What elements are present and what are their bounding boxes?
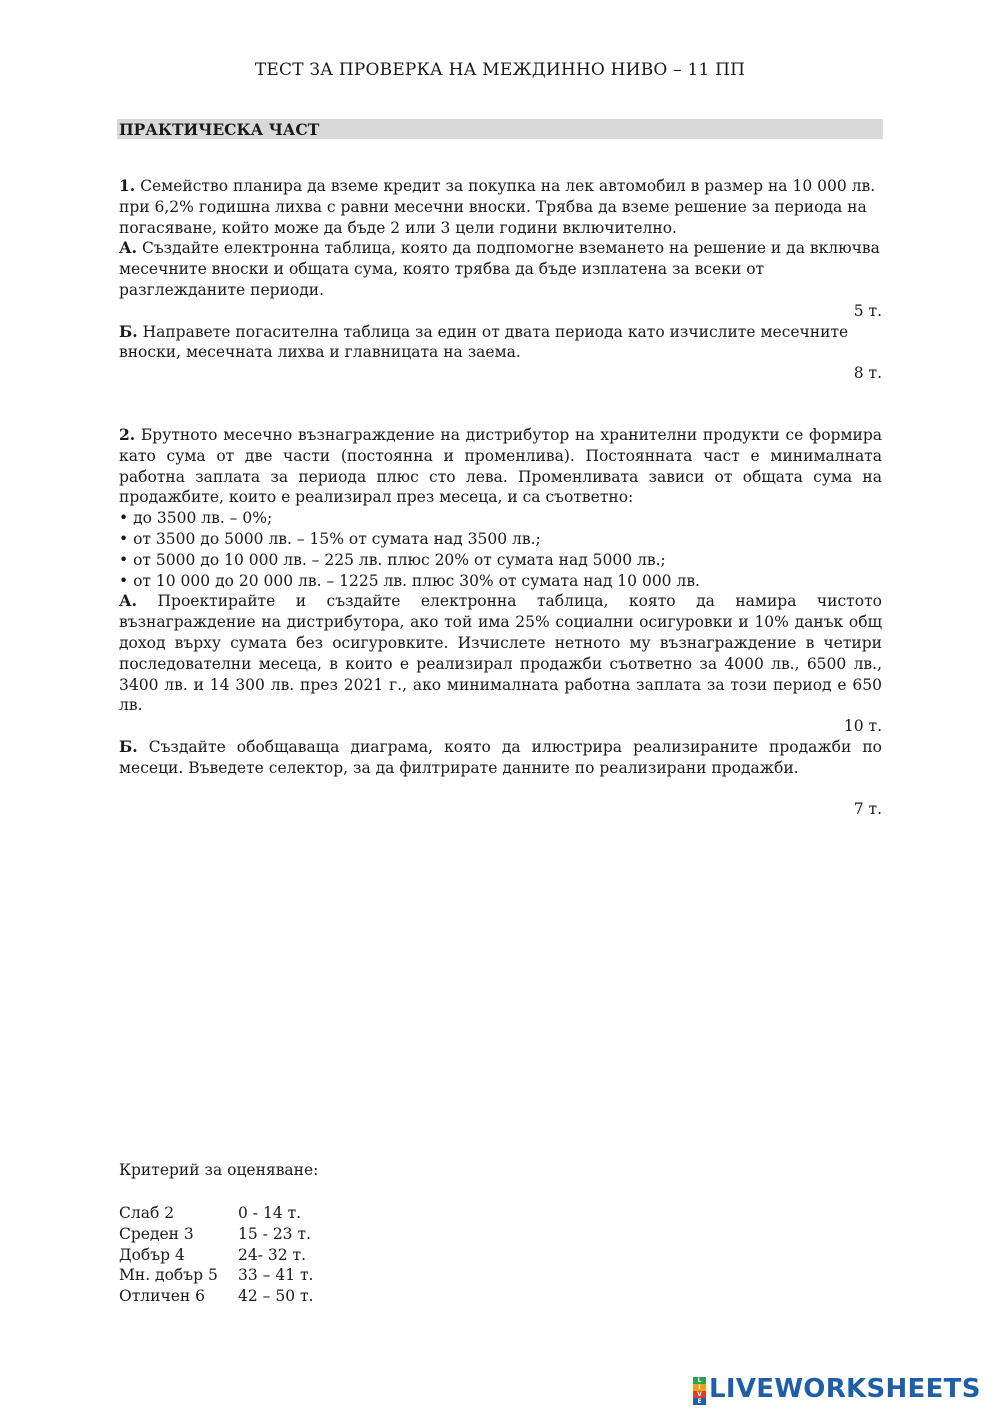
question-2-part-b: Б. Създайте обобщаваща диаграма, която да илюстрира реализираните продажби по месеци. Въведете селектор, за да филтрирате данните по реализирани продажби. <box>119 736 882 777</box>
page-title: ТЕСТ ЗА ПРОВЕРКА НА МЕЖДИННО НИВО – 11 ПП <box>254 60 746 80</box>
part-label: Б. <box>119 321 138 341</box>
criteria-table <box>119 1203 313 1307</box>
part-label: А. <box>119 591 138 611</box>
question-2 <box>119 425 882 820</box>
part-label: Б. <box>119 736 138 756</box>
question-1-part-a: А. Създайте електронна таблица, която да подпомогне вземането на решение и да включва месечните вноски и общата сума, която трябва да бъде изплатена за всеки от разглежданите периоди. <box>119 238 880 299</box>
question-2-text: 2. Брутното месечно възнаграждение на дистрибутор на хранителни продукти се формира като сума от две части (постоянна и променлива). Постоянната част е минималната работна заплата за периода плюс сто лева. Променливата зависи от общата сума на продажбите, които е реализирал през месеца, и са съответно: <box>119 425 882 507</box>
section-heading: ПРАКТИЧЕСКА ЧАСТ <box>117 119 883 139</box>
logo-badge-letter: E <box>693 1398 706 1405</box>
logo-text: LIVEWORKSHEETS <box>709 1374 981 1404</box>
question-1-part-b: Б. Направете погасителна таблица за един от двата периода като изчислите месечните вноски, месечната лихва и главницата на заема. <box>119 321 849 362</box>
logo-badge-icon <box>693 1377 706 1405</box>
bullet-item: • до 3500 лв. – 0%; <box>119 509 273 528</box>
grade-range: 24- 32 т. <box>238 1245 307 1264</box>
question-number: 2. <box>119 425 136 444</box>
criteria-row <box>119 1224 313 1245</box>
criteria-row <box>119 1245 313 1266</box>
grade-label: Слаб 2 <box>119 1204 175 1222</box>
grade-label: Добър 4 <box>119 1245 185 1264</box>
question-1 <box>119 176 882 384</box>
grade-range: 15 - 23 т. <box>238 1224 311 1243</box>
logo-badge-letter: I <box>693 1384 706 1391</box>
bullet-item: • от 3500 до 5000 лв. – 15% от сумата над 3500 лв.; <box>119 529 541 548</box>
criteria-row <box>119 1286 313 1307</box>
criteria-row <box>119 1265 313 1286</box>
question-number: 1. <box>119 176 136 195</box>
spacer <box>119 779 882 800</box>
logo-badge-letter: V <box>693 1391 706 1398</box>
grade-range: 0 - 14 т. <box>238 1204 302 1222</box>
part-label: А. <box>119 238 138 258</box>
grade-range: 33 – 41 т. <box>238 1266 314 1285</box>
grade-label: Отличен 6 <box>119 1287 205 1306</box>
liveworksheets-logo[interactable] <box>693 1374 981 1405</box>
points-label: 8 т. <box>853 364 882 383</box>
criteria-title: Критерий за оценяване: <box>119 1161 319 1179</box>
question-1-text: 1. Семейство планира да вземе кредит за покупка на лек автомобил в размер на 10 000 лв. при 6,2% годишна лихва с равни месечни вноски. Трябва да вземе решение за периода на погасяване, който може да бъде 2 или 3 цели години включително. <box>119 176 876 237</box>
grade-label: Мн. добър 5 <box>119 1266 218 1285</box>
question-2-part-a: А. Проектирайте и създайте електронна таблица, която да намира чистото възнаграждение на дистрибутора, ако той има 25% социални осигуровки и 10% данък общ доход върху сумата без осигуровките. Изчислете нетното му възнаграждение в четири последователни месеца, в които е реализирал продажби съответно за 4000 лв., 6500 лв., 3400 лв. и 14 300 лв. през 2021 г., ако минималната работна заплата за този период е 650 лв. <box>119 591 882 715</box>
criteria-row <box>119 1203 313 1224</box>
points-label: 10 т. <box>843 717 882 736</box>
bullet-item: • от 5000 до 10 000 лв. – 225 лв. плюс 20% от сумата над 5000 лв.; <box>119 550 666 569</box>
grade-label: Среден 3 <box>119 1224 194 1243</box>
grade-range: 42 – 50 т. <box>238 1287 314 1306</box>
bullet-item: • от 10 000 до 20 000 лв. – 1225 лв. плюс 30% от сумата над 10 000 лв. <box>119 571 700 590</box>
points-label: 5 т. <box>853 301 882 320</box>
logo-badge-letter: L <box>693 1377 706 1384</box>
points-label: 7 т. <box>853 800 882 819</box>
